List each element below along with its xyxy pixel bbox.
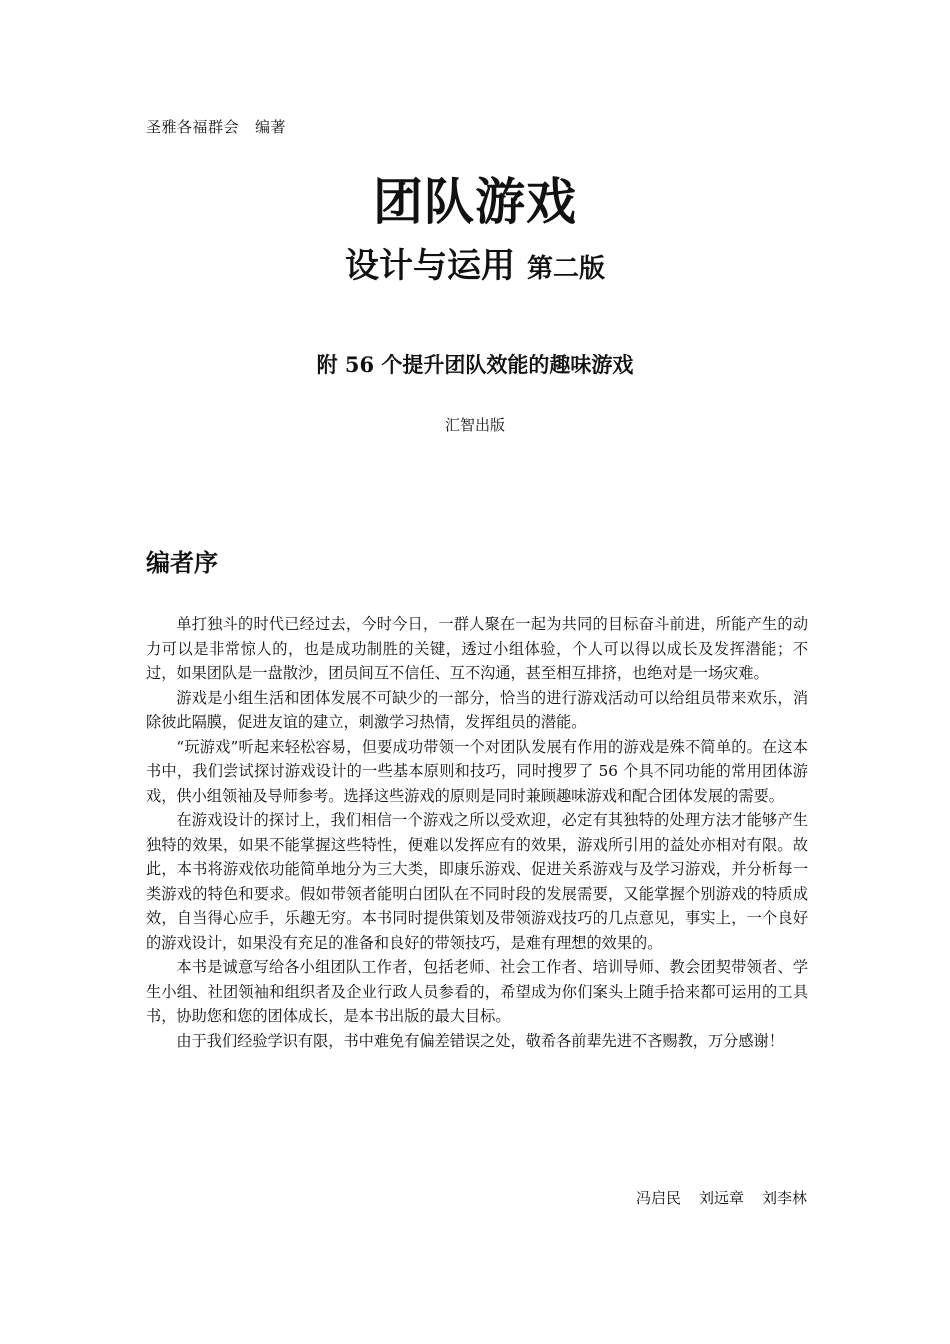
book-title: 团队游戏 — [373, 173, 577, 231]
preface-paragraph: 游戏是小组生活和团体发展不可缺少的一部分，恰当的进行游戏活动可以给组员带来欢乐，消除彼此隔膜，促进友谊的建立，刺激学习热情，发挥组员的潜能。 — [146, 688, 808, 731]
book-tagline: 附 56 个提升团队效能的趣味游戏 — [316, 352, 634, 377]
preface-heading: 编者序 — [146, 549, 218, 577]
publisher-name: 汇智出版 — [444, 416, 505, 434]
editor-line — [146, 117, 286, 137]
preface-body — [146, 612, 808, 1053]
edition-label: 第二版 — [526, 254, 605, 284]
book-subtitle: 设计与运用 — [344, 246, 515, 286]
signatory-name: 刘李林 — [761, 1189, 807, 1207]
signatory-name: 刘远章 — [698, 1189, 744, 1207]
book-subtitle-line — [0, 242, 950, 296]
preface-paragraph: 在游戏设计的探讨上，我们相信一个游戏之所以受欢迎，必定有其独特的处理方法才能够产生独特的效果，如果不能掌握这些特性，便难以发挥应有的效果，游戏所引用的益处亦相对有限。故此，本书将游戏依功能简单地分为三大类，即康乐游戏、促进关系游戏与及学习游戏，并分析每一类游戏的特色和要求。假如带领者能明白团队在不同时段的发展需要，又能掌握个别游戏的特质成效，自当得心应手，乐趣无穷。本书同时提供策划及带领游戏技巧的几点意见，事实上，一个良好的游戏设计，如果没有充足的准备和良好的带领技巧，是难有理想的效果的。 — [146, 811, 808, 952]
preface-paragraph: “玩游戏”听起来轻松容易，但要成功带领一个对团队发展有作用的游戏是殊不简单的。在这本书中，我们尝试探讨游戏设计的一些基本原则和技巧，同时搜罗了 56 个具不同功能的常用团体游戏，供小组领袖及导师参考。选择这些游戏的原则是同时兼顾趣味游戏和配合团体发展的需要。 — [146, 737, 808, 805]
signatory-name: 冯启民 — [635, 1189, 681, 1207]
preface-paragraph: 本书是诚意写给各小组团队工作者，包括老师、社会工作者、培训导师、教会团契带领者、学生小组、社团领袖和组织者及企业行政人员参看的，希望成为你们案头上随手拾来都可运用的工具书，协助您和您的团体成长，是本书出版的最大目标。 — [146, 958, 808, 1025]
preface-paragraph: 由于我们经验学识有限，书中难免有偏差错误之处，敬希各前辈先进不吝赐教，万分感谢！ — [176, 1031, 784, 1050]
preface-paragraph: 单打独斗的时代已经过去，今时今日，一群人聚在一起为共同的目标奋斗前进，所能产生的动力可以是非常惊人的，也是成功制胜的关键，透过小组体验，个人可以得以成长及发挥潜能；不过，如果团队是一盘散沙，团员间互不信任、互不沟通，甚至相互排挤，也绝对是一场灾难。 — [146, 615, 808, 682]
editor-role: 编著 — [255, 118, 287, 136]
editor-organization: 圣雅各福群会 — [146, 118, 240, 136]
preface-signature — [636, 1187, 807, 1209]
